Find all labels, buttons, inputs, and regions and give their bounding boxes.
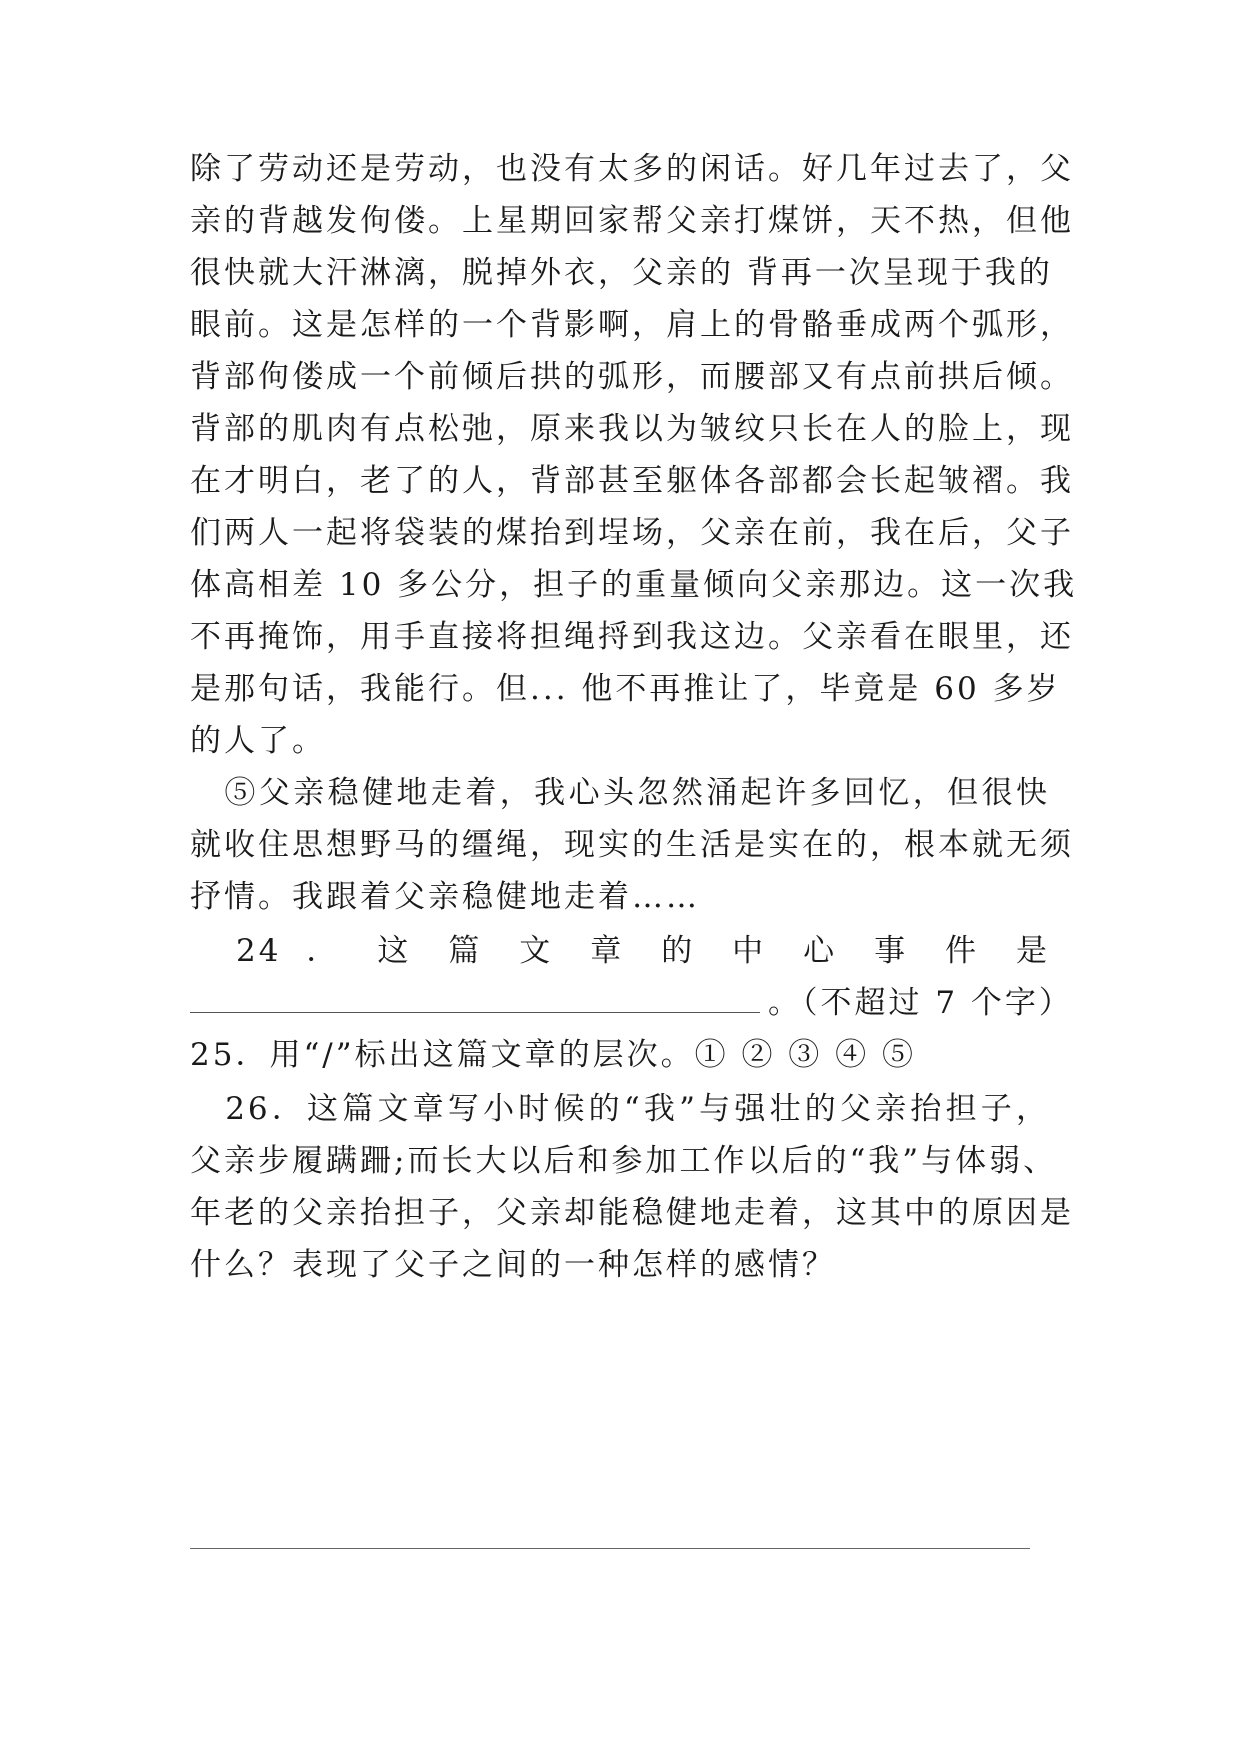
passage-line: 在才明白，老了的人，背部甚至躯体各部都会长起皱褶。我 [190, 463, 1074, 499]
passage-line: 眼前。这是怎样的一个背影啊，肩上的骨骼垂成两个弧形， [190, 307, 1074, 343]
passage-line: 除了劳动还是劳动，也没有太多的闲话。好几年过去了，父 [190, 151, 1074, 187]
paragraph-5-line: 就收住思想野马的缰绳，现实的生活是实在的，根本就无须 [190, 827, 1074, 863]
passage-line: 很快就大汗淋漓，脱掉外衣，父亲的 背再一次呈现于我的 [190, 255, 1053, 291]
passage-line: 背部的肌肉有点松弛，原来我以为皱纹只长在人的脸上，现 [190, 411, 1074, 447]
question-26-line: 26．这篇文章写小时候的“我”与强壮的父亲抬担子， [190, 1091, 1050, 1127]
question-26-line: 父亲步履蹒跚;而长大以后和参加工作以后的“我”与体弱、 [190, 1143, 1058, 1179]
passage-line: 是那句话，我能行。但... 他不再推让了，毕竟是 60 多岁 [190, 671, 1061, 707]
question-26-line: 什么？表现了父子之间的一种怎样的感情？ [190, 1247, 836, 1283]
answer-blank[interactable] [190, 976, 760, 1013]
question-26-line: 年老的父亲抬担子，父亲却能稳健地走着，这其中的原因是 [190, 1195, 1074, 1231]
passage-line: 体高相差 10 多公分，担子的重量倾向父亲那边。这一次我 [190, 567, 1078, 603]
paragraph-5-line: 抒情。我跟着父亲稳健地走着…… [190, 879, 700, 915]
paragraph-5-line: ⑤父亲稳健地走着，我心头忽然涌起许多回忆，但很快 [190, 775, 1050, 811]
passage-line: 背部佝偻成一个前倾后拱的弧形，而腰部又有点前拱后倾。 [190, 359, 1074, 395]
question-25: 25．用“/”标出这篇文章的层次。① ② ③ ④ ⑤ [190, 1037, 917, 1073]
answer-rule-line [190, 1548, 1030, 1549]
passage-line: 的人了。 [190, 723, 326, 759]
question-24-limit: 。（不超过 7 个字） [768, 985, 1073, 1021]
question-24-answer-line [190, 974, 1073, 1032]
passage-line: 亲的背越发佝偻。上星期回家帮父亲打煤饼，天不热，但他 [190, 203, 1074, 239]
passage-line: 不再掩饰，用手直接将担绳捋到我这边。父亲看在眼里，还 [190, 619, 1074, 655]
passage-line: 们两人一起将袋装的煤抬到埕场，父亲在前，我在后，父子 [190, 515, 1074, 551]
question-24-prompt: 24 ． 这 篇 文 章 的 中 心 事 件 是 [190, 933, 1050, 969]
